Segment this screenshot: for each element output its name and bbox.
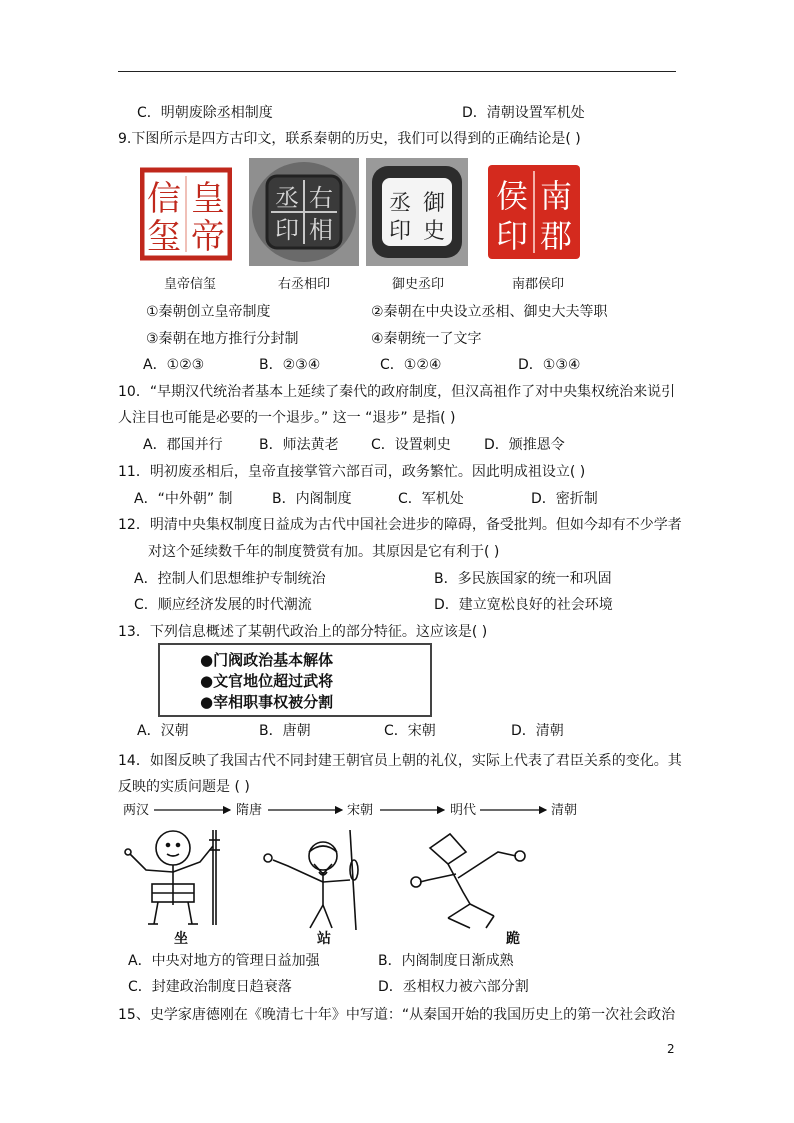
svg-text:皇: 皇 [191, 179, 225, 219]
q12-option-a: A．控制人们思想维护专制统治 [134, 571, 326, 587]
q13-box-line-2: ●文官地位超过武将 [200, 672, 334, 690]
q11-stem: 11．明初废丞相后，皇帝直接掌管六部百司，政务繁忙。因此明成祖设立( ) [118, 464, 586, 480]
seal-caption-3: 御史丞印 [392, 277, 445, 292]
q11-option-d: D．密折制 [531, 491, 598, 507]
q11-option-a: A．“中外朝” 制 [134, 491, 233, 507]
svg-text:侯: 侯 [495, 177, 529, 215]
pose-label-stand: 站 [317, 931, 331, 947]
q14-option-d: D．丞相权力被六部分割 [378, 979, 529, 995]
q9-option-a: A．①②③ [143, 357, 205, 373]
q13-stem: 13．下列信息概述了某朝代政治上的部分特征。这应该是( ) [118, 624, 488, 640]
q12-option-d: D．建立宽松良好的社会环境 [434, 597, 613, 613]
q9-item-2: ②秦朝在中央设立丞相、御史大夫等职 [371, 304, 608, 320]
prev-option-d: D．清朝设置军机处 [462, 105, 585, 121]
svg-text:史: 史 [422, 219, 446, 244]
q10-option-b: B．师法黄老 [259, 437, 339, 453]
q10-line-2: 人注目也可能是必要的一个退步。” 这一 “退步” 是指( ) [118, 410, 456, 426]
q11-option-c: C．军机处 [398, 491, 464, 507]
seal-caption-1: 皇帝信玺 [164, 277, 217, 292]
svg-text:相: 相 [309, 216, 333, 244]
q13-box-line-1: ●门阀政治基本解体 [200, 651, 334, 669]
q9-item-1: ①秦朝创立皇帝制度 [146, 304, 271, 320]
header-rule [118, 71, 676, 72]
q14-line-2: 反映的实质问题是 ( ) [118, 779, 250, 795]
q14-option-c: C．封建政治制度日趋衰落 [128, 979, 292, 995]
q12-line-2: 对这个延续数千年的制度赞赏有加。其原因是它有利于( ) [148, 544, 500, 560]
q13-info-box [158, 643, 432, 717]
q13-option-d: D．清朝 [511, 723, 564, 739]
seal-image-yushi-chengyin [366, 158, 468, 266]
q9-option-c: C．①②④ [380, 357, 442, 373]
seal-image-nanjun-houyin [486, 163, 582, 261]
q14-line-1: 14．如图反映了我国古代不同封建王朝官员上朝的礼仪，实际上代表了君臣关系的变化。其 [118, 753, 682, 769]
svg-text:右: 右 [309, 184, 333, 212]
q13-box-line-3: ●宰相职事权被分割 [200, 693, 334, 711]
q10-option-a: A．郡国并行 [143, 437, 223, 453]
q13-option-b: B．唐朝 [259, 723, 311, 739]
q15-line-1: 15、史学家唐德刚在《晚清七十年》中写道：“从秦国开始的我国历史上的第一次社会政治 [118, 1007, 676, 1023]
q9-item-4: ④秦朝统一了文字 [371, 331, 482, 347]
q9-option-d: D．①③④ [518, 357, 581, 373]
page-number: 2 [667, 1042, 675, 1056]
seal-image-you-chengxiang-yin [249, 158, 359, 266]
svg-text:丞: 丞 [275, 184, 299, 212]
q9-stem: 9.下图所示是四方古印文，联系秦朝的历史，我们可以得到的正确结论是( ) [118, 131, 581, 147]
timeline-label-qingchao: 清朝 [551, 803, 578, 818]
svg-text:郡: 郡 [539, 217, 573, 255]
pose-label-kneel: 跪 [506, 931, 520, 947]
q13-option-a: A．汉朝 [137, 723, 189, 739]
q14-option-b: B．内阁制度日渐成熟 [378, 953, 514, 969]
q12-option-b: B．多民族国家的统一和巩固 [434, 571, 612, 587]
svg-text:玺: 玺 [147, 217, 181, 257]
svg-text:帝: 帝 [191, 217, 225, 257]
timeline-label-suitang: 隋唐 [236, 803, 263, 818]
svg-text:印: 印 [275, 216, 299, 244]
q9-option-b: B．②③④ [259, 357, 321, 373]
q10-option-d: D．颁推恩令 [484, 437, 565, 453]
prev-option-c: C．明朝废除丞相制度 [137, 105, 273, 121]
q11-option-b: B．内阁制度 [272, 491, 352, 507]
svg-text:印: 印 [495, 217, 529, 255]
timeline-label-lianghan: 两汉 [123, 803, 150, 818]
pose-label-sit: 坐 [174, 931, 188, 947]
q12-line-1: 12．明清中央集权制度日益成为古代中国社会进步的障碍，备受批判。但如今却有不少学者 [118, 517, 682, 533]
q14-option-a: A．中央对地方的管理日益加强 [128, 953, 320, 969]
svg-text:信: 信 [147, 179, 181, 219]
timeline-label-songchao: 宋朝 [347, 803, 374, 818]
svg-text:御: 御 [422, 191, 446, 216]
svg-text:南: 南 [539, 177, 573, 215]
q9-item-3: ③秦朝在地方推行分封制 [146, 331, 299, 347]
svg-text:印: 印 [388, 219, 412, 244]
seal-caption-4: 南郡侯印 [512, 277, 565, 292]
svg-text:丞: 丞 [388, 191, 412, 216]
court-etiquette-illustration [118, 800, 598, 950]
q12-option-c: C．顺应经济发展的时代潮流 [134, 597, 312, 613]
seal-caption-2: 右丞相印 [278, 277, 331, 292]
q10-line-1: 10．“早期汉代统治者基本上延续了秦代的政府制度，但汉高祖作了对中央集权统治来说引 [118, 384, 676, 400]
q13-option-c: C．宋朝 [384, 723, 436, 739]
q10-option-c: C．设置刺史 [371, 437, 451, 453]
timeline-label-mingdai: 明代 [450, 803, 477, 818]
seal-image-huangdi-xinxi [140, 166, 232, 262]
